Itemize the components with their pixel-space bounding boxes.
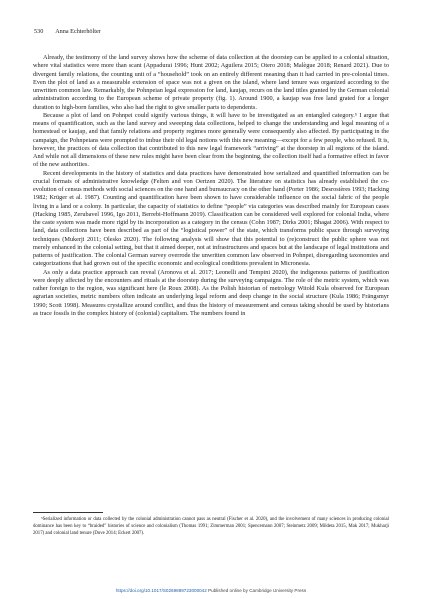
- running-header: [34, 27, 388, 37]
- footnote-rule: [33, 512, 103, 513]
- page-number: 530: [34, 28, 44, 35]
- footnote: [33, 516, 389, 537]
- doi-link[interactable]: https://doi.org/10.1017/S0269889723000042: [115, 588, 207, 593]
- paragraph: Recent developments in the history of statistics and data practices have demonstrated how serialized and quantified information can be crucial formats of administrative knowledge (Felten and von Oertzen 2020). The literature on statistics has already established the co-evolution of census methods with social sciences on the one hand and bureaucracy on the other hand (Porter 1986; Desrosières 1993; Hacking 1982; Krüger et al. 1987). Counting and quantification have been shown to have considerable influence on the social fabric of the people living in a land or a colony. In particular, the capacity of statistics to define “people” via categories was described mainly for European cases (Hacking 1985, Zerubavel 1996, Igo 2011, Berrebi-Hoffmann 2019). Classification can be considered well explored for colonial India, where the caste system was made more rigid by its incorporation as a category in the census (Cohn 1987; Dirks 2001; Bhagat 2006). With respect to land, data collections have been described as part of the “logistical power” of the state, which transforms public space through surveying techniques (Mukerji 2011; Olesko 2020). The following analysis will show that this potential to (re)construct the public sphere was not merely enhanced in the colonial setting, but that it aimed deeper, not at infrastructures and spaces but at the landscape of legal institutions and patterns of justification. The colonial German survey overrode the unwritten common law observed in Pohnpei, disregarding taxonomies and categorizations that had grown out of the specific economic and ecological conditions prevalent in Micronesia.: [33, 169, 389, 268]
- paragraph: Already, the testimony of the land survey shows how the scheme of data collection at the doorstep can be applied to a colonial situation, where vital statistics were more than scant (Appadurai 1996; Hunt 2002; Aguilera 2015; Otero 2018; Malègue 2018; Renard 2021). Due to divergent family relations, the counting unit of a “household” took on an entirely different meaning than it had carried in pre-colonial times. Even the plot of land as a measurable extension of space was not a given on the island, where land tenure was organized according to the unwritten common law. Remarkably, the Pohnpeian legal expression for land, kaujap, recurs on the land titles granted by the German colonial administration according to the European scheme of private property (fig. 1). Around 1900, a kaujap was free land grated for a longer duration to high-born families, who also had the right to give smaller parts to dependents.: [33, 54, 389, 111]
- running-author: Anna Echterhölter: [55, 28, 101, 35]
- article-body: [33, 54, 389, 318]
- published-note: Published online by Cambridge University Press: [206, 588, 307, 593]
- paragraph: Because a plot of land on Pohnpei could signify various things, it will have to be investigated as an entangled category.⁵ I argue that means of quantification, such as the land survey and sweeping data collections, helped to change the understanding and legal meaning of a homestead or kaujap, and that family relations and property regimes more generally were consequently also affected. By participating in the campaign, the Pohnpeians were prompted to imbue their old legal notions with this new meaning—except for a few people, who refused. It is, however, the practices of data collection that contributed to this new legal framework “arriving” at the doorstep in all regions of the island. And while not all dimensions of these new rules might have been clear from the beginning, the collection itself had a formative effect in favor of the new authorities.: [33, 111, 389, 169]
- footnote-text: ⁵Serialized information or data collected by the colonial administration cannot pass as neutral (Fischer et al. 2020), and the involvement of many sciences in producing colonial dominance has been key to “braided” histories of science and colonialism (Thomas 1991; Zimmerman 2001; Spencemann 2007; Steinmetz 2009; Mildeta 2015, Mak 2017; Mukharji 2017) and colonial land tenure (Duve 2014; Eckert 2007).: [33, 517, 389, 537]
- page-footer: [0, 586, 422, 596]
- paragraph: As only a data practice approach can reveal (Aronova et al. 2017; Leonelli and Tempini 2020), the indigenous patterns of justification were deeply affected by the encounters and rituals at the doorstep during the surveying campaigns. The role of the metric system, which was rather foreign to the region, was significant here (le Roux 2008). As the Polish historian of metrology Witold Kula observed for European agrarian societies, metric numbers often indicate an underlying legal reform and deep change in the social structure (Kula 1986; Frängsmyr 1990; Scott 1998). Measures crystallize around conflict, and thus the history of measurement and census taking should be used by historians as trace fossils in the complex history of (colonial) capitalism. The numbers found in: [33, 268, 389, 317]
